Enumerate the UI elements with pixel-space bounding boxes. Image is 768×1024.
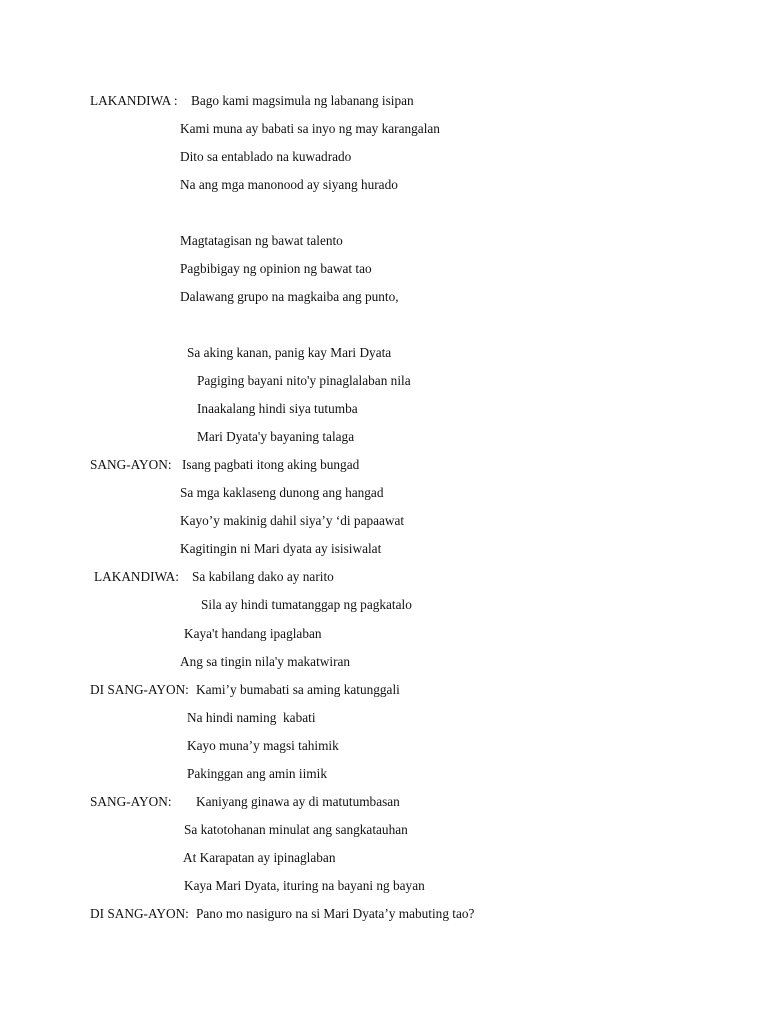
verse-line: Kaya Mari Dyata, ituring na bayani ng bayan: [184, 878, 425, 893]
verse-line: Sa katotohanan minulat ang sangkatauhan: [184, 822, 408, 837]
verse-line: Kaniyang ginawa ay di matutumbasan: [196, 794, 400, 809]
verse-line: Dito sa entablado na kuwadrado: [180, 149, 352, 164]
verse-line: Isang pagbati itong aking bungad: [182, 457, 360, 472]
verse-line: Na hindi naming kabati: [187, 710, 316, 725]
verse-line: Kaya't handang ipaglaban: [184, 626, 322, 641]
verse-line: Pagiging bayani nito'y pinaglalaban nila: [197, 373, 411, 388]
verse-line: Pakinggan ang amin iimik: [187, 766, 327, 781]
verse-line: Sa aking kanan, panig kay Mari Dyata: [187, 345, 392, 360]
verse-line: Dalawang grupo na magkaiba ang punto,: [180, 289, 399, 304]
verse-line: Magtatagisan ng bawat talento: [180, 233, 343, 248]
speaker-label: SANG-AYON:: [90, 457, 172, 472]
verse-line: Ang sa tingin nila'y makatwiran: [180, 654, 351, 669]
verse-line: Sila ay hindi tumatanggap ng pagkatalo: [201, 597, 412, 612]
speaker-label: DI SANG-AYON:: [90, 906, 189, 921]
verse-line: Inaakalang hindi siya tutumba: [197, 401, 358, 416]
speaker-label: DI SANG-AYON:: [90, 682, 189, 697]
verse-line: At Karapatan ay ipinaglaban: [183, 850, 336, 865]
verse-line: Kagitingin ni Mari dyata ay isisiwalat: [180, 541, 382, 556]
verse-line: Bago kami magsimula ng labanang isipan: [191, 93, 414, 108]
verse-line: Kayo muna’y magsi tahimik: [187, 738, 339, 753]
verse-line: Sa mga kaklaseng dunong ang hangad: [180, 485, 384, 500]
speaker-label: LAKANDIWA:: [94, 569, 179, 584]
verse-line: Pano mo nasiguro na si Mari Dyata’y mabuting tao?: [196, 906, 475, 921]
speaker-label: LAKANDIWA :: [90, 93, 178, 108]
verse-line: Na ang mga manonood ay siyang hurado: [180, 177, 398, 192]
verse-line: Kayo’y makinig dahil siya’y ‘di papaawat: [180, 513, 405, 528]
verse-line: Sa kabilang dako ay narito: [192, 569, 334, 584]
verse-line: Kami’y bumabati sa aming katunggali: [196, 682, 400, 697]
verse-line: Kami muna ay babati sa inyo ng may karangalan: [180, 121, 440, 136]
speaker-label: SANG-AYON:: [90, 794, 172, 809]
verse-line: Pagbibigay ng opinion ng bawat tao: [180, 261, 372, 276]
verse-line: Mari Dyata'y bayaning talaga: [197, 429, 355, 444]
